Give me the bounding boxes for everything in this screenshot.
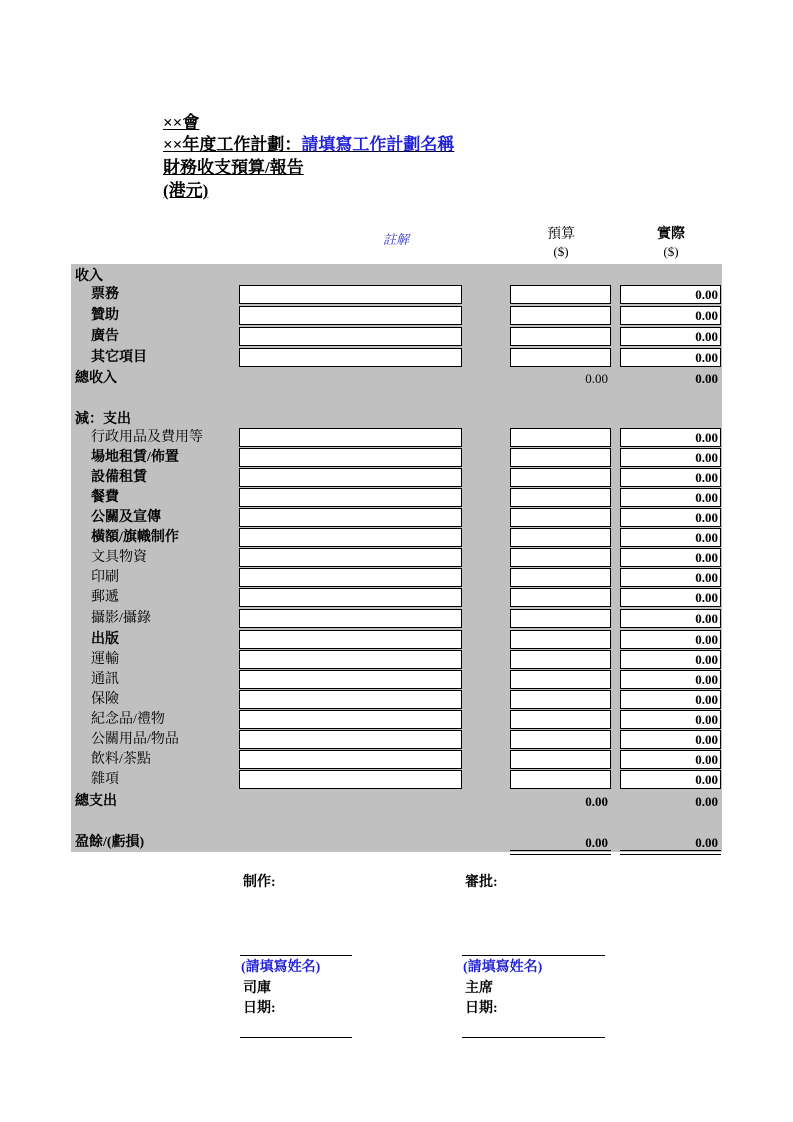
income-note-cell[interactable]	[239, 327, 462, 346]
income-note-cell[interactable]	[239, 306, 462, 325]
expense-budget-cell[interactable]	[510, 588, 611, 607]
expense-actual-value: 0.00	[695, 752, 718, 767]
income-budget-cell[interactable]	[510, 327, 611, 346]
income-budget-cell[interactable]	[510, 348, 611, 367]
expense-row	[71, 508, 722, 528]
expense-item-label: 公關及宣傳	[91, 510, 161, 525]
income-note-cell[interactable]	[239, 285, 462, 304]
expense-budget-cell[interactable]	[510, 468, 611, 487]
expense-budget-cell[interactable]	[510, 508, 611, 527]
left-date-line[interactable]	[240, 1037, 352, 1038]
expense-title: 減：支出	[75, 412, 131, 427]
expense-actual-value: 0.00	[695, 590, 718, 605]
expense-item-label: 出版	[91, 632, 119, 647]
income-row	[71, 327, 722, 347]
right-signature-line[interactable]	[462, 955, 605, 956]
expense-row	[71, 670, 722, 690]
total-expense-budget: 0.00	[585, 794, 608, 809]
approved-by-label: 審批:	[465, 875, 498, 890]
expense-note-cell[interactable]	[239, 548, 462, 567]
expense-item-label: 橫額/旗幟制作	[91, 530, 179, 545]
total-income-budget: 0.00	[585, 371, 608, 386]
expense-item-label: 運輸	[91, 652, 119, 667]
expense-item-label: 印刷	[91, 570, 119, 585]
currency-label: (港元)	[163, 181, 209, 200]
income-item-label: 其它項目	[91, 350, 147, 365]
expense-item-label: 場地租賃/佈置	[91, 450, 179, 465]
expense-row	[71, 710, 722, 730]
left-signer-name[interactable]: (請填寫姓名)	[241, 960, 321, 975]
income-row	[71, 306, 722, 326]
income-row	[71, 285, 722, 305]
expense-note-cell[interactable]	[239, 528, 462, 547]
expense-actual-value: 0.00	[695, 672, 718, 687]
right-date-label: 日期:	[465, 1001, 498, 1016]
expense-note-cell[interactable]	[239, 750, 462, 769]
expense-actual-value: 0.00	[695, 430, 718, 445]
income-budget-cell[interactable]	[510, 285, 611, 304]
total-income-actual: 0.00	[695, 371, 718, 386]
expense-note-cell[interactable]	[239, 468, 462, 487]
left-signer-role: 司庫	[243, 981, 271, 996]
expense-actual-value: 0.00	[695, 772, 718, 787]
expense-actual-value: 0.00	[695, 530, 718, 545]
expense-row	[71, 548, 722, 568]
right-signer-name[interactable]: (請填寫姓名)	[463, 960, 543, 975]
expense-budget-cell[interactable]	[510, 770, 611, 789]
expense-budget-cell[interactable]	[510, 630, 611, 649]
expense-note-cell[interactable]	[239, 730, 462, 749]
total-income-row	[71, 369, 722, 389]
expense-row	[71, 630, 722, 650]
expense-row	[71, 448, 722, 468]
income-actual-value: 0.00	[695, 350, 718, 365]
expense-actual-value: 0.00	[695, 490, 718, 505]
expense-row	[71, 528, 722, 548]
expense-item-label: 通訊	[91, 672, 119, 687]
surplus-budget-double-underline	[510, 850, 611, 855]
budget-header-label: 預算	[547, 227, 575, 242]
surplus-actual-double-underline	[620, 850, 721, 855]
expense-note-cell[interactable]	[239, 650, 462, 669]
expense-item-label: 郵遞	[91, 590, 119, 605]
expense-item-label: 行政用品及費用等	[91, 430, 203, 445]
expense-actual-value: 0.00	[695, 632, 718, 647]
expense-item-label: 餐費	[91, 490, 119, 505]
expense-item-label: 設備租賃	[91, 470, 147, 485]
expense-item-label: 攝影/攝錄	[91, 611, 151, 626]
expense-budget-cell[interactable]	[510, 548, 611, 567]
expense-note-cell[interactable]	[239, 568, 462, 587]
actual-header-unit: ($)	[663, 244, 679, 259]
expense-row	[71, 690, 722, 710]
surplus-label: 盈餘/(虧損)	[75, 835, 145, 850]
budget-column-header	[521, 226, 601, 260]
expense-row	[71, 488, 722, 508]
expense-item-label: 文具物資	[91, 550, 147, 565]
expense-note-cell[interactable]	[239, 770, 462, 789]
expense-note-cell[interactable]	[239, 710, 462, 729]
expense-row	[71, 428, 722, 448]
expense-item-label: 紀念品/禮物	[91, 712, 165, 727]
income-item-label: 贊助	[91, 308, 119, 323]
income-item-label: 票務	[91, 287, 119, 302]
expense-note-cell[interactable]	[239, 630, 462, 649]
expense-actual-value: 0.00	[695, 450, 718, 465]
income-section-header	[71, 267, 722, 287]
right-signer-role: 主席	[465, 981, 493, 996]
income-row	[71, 348, 722, 368]
income-budget-cell[interactable]	[510, 306, 611, 325]
income-actual-value: 0.00	[695, 329, 718, 344]
expense-budget-cell[interactable]	[510, 609, 611, 628]
expense-row	[71, 650, 722, 670]
plan-title	[163, 135, 454, 155]
expense-actual-value: 0.00	[695, 470, 718, 485]
expense-budget-cell[interactable]	[510, 710, 611, 729]
expense-row	[71, 750, 722, 770]
surplus-actual: 0.00	[695, 835, 718, 850]
expense-actual-value: 0.00	[695, 550, 718, 565]
expense-actual-value: 0.00	[695, 611, 718, 626]
total-income-label: 總收入	[75, 371, 117, 386]
expense-budget-cell[interactable]	[510, 730, 611, 749]
expense-item-label: 雜項	[91, 772, 119, 787]
expense-note-cell[interactable]	[239, 588, 462, 607]
expense-item-label: 飲料/茶點	[91, 752, 151, 767]
expense-budget-cell[interactable]	[510, 690, 611, 709]
left-date-label: 日期:	[243, 1001, 276, 1016]
expense-budget-cell[interactable]	[510, 670, 611, 689]
left-signature-line[interactable]	[240, 955, 352, 956]
income-actual-value: 0.00	[695, 308, 718, 323]
surplus-budget: 0.00	[585, 835, 608, 850]
org-name: ××會	[163, 113, 200, 132]
total-expense-label: 總支出	[75, 794, 117, 809]
prepared-by-label: 制作:	[243, 875, 276, 890]
expense-item-label: 保險	[91, 692, 119, 707]
expense-row	[71, 568, 722, 588]
expense-actual-value: 0.00	[695, 732, 718, 747]
income-note-cell[interactable]	[239, 348, 462, 367]
budget-header-unit: ($)	[553, 244, 569, 259]
expense-actual-value: 0.00	[695, 570, 718, 585]
expense-actual-value: 0.00	[695, 652, 718, 667]
expense-actual-value: 0.00	[695, 712, 718, 727]
total-expense-row	[71, 792, 722, 812]
expense-budget-cell[interactable]	[510, 568, 611, 587]
expense-note-cell[interactable]	[239, 609, 462, 628]
expense-budget-cell[interactable]	[510, 488, 611, 507]
plan-name[interactable]: 請填寫工作計劃名稱	[301, 135, 455, 154]
expense-note-cell[interactable]	[239, 508, 462, 527]
actual-header-label: 實際	[657, 227, 685, 242]
expense-actual-value: 0.00	[695, 510, 718, 525]
expense-actual-value: 0.00	[695, 692, 718, 707]
expense-budget-cell[interactable]	[510, 428, 611, 447]
expense-row	[71, 609, 722, 629]
income-actual-value: 0.00	[695, 287, 718, 302]
expense-item-label: 公關用品/物品	[91, 732, 179, 747]
expense-row	[71, 588, 722, 608]
expense-budget-cell[interactable]	[510, 750, 611, 769]
income-title: 收入	[75, 269, 103, 284]
expense-row	[71, 730, 722, 750]
expense-note-cell[interactable]	[239, 428, 462, 447]
expense-row	[71, 468, 722, 488]
expense-row	[71, 770, 722, 790]
expense-note-cell[interactable]	[239, 488, 462, 507]
report-title: 財務收支預算/報告	[163, 158, 304, 177]
expense-section-header	[71, 410, 722, 430]
expense-budget-cell[interactable]	[510, 448, 611, 467]
actual-column-header	[631, 226, 711, 260]
notes-column-header: 註解	[383, 232, 410, 247]
plan-prefix: ××年度工作計劃：	[163, 135, 302, 154]
expense-note-cell[interactable]	[239, 448, 462, 467]
right-date-line[interactable]	[462, 1037, 605, 1038]
expense-note-cell[interactable]	[239, 670, 462, 689]
total-expense-actual: 0.00	[695, 794, 718, 809]
expense-budget-cell[interactable]	[510, 650, 611, 669]
expense-note-cell[interactable]	[239, 690, 462, 709]
expense-budget-cell[interactable]	[510, 528, 611, 547]
income-item-label: 廣告	[91, 329, 119, 344]
